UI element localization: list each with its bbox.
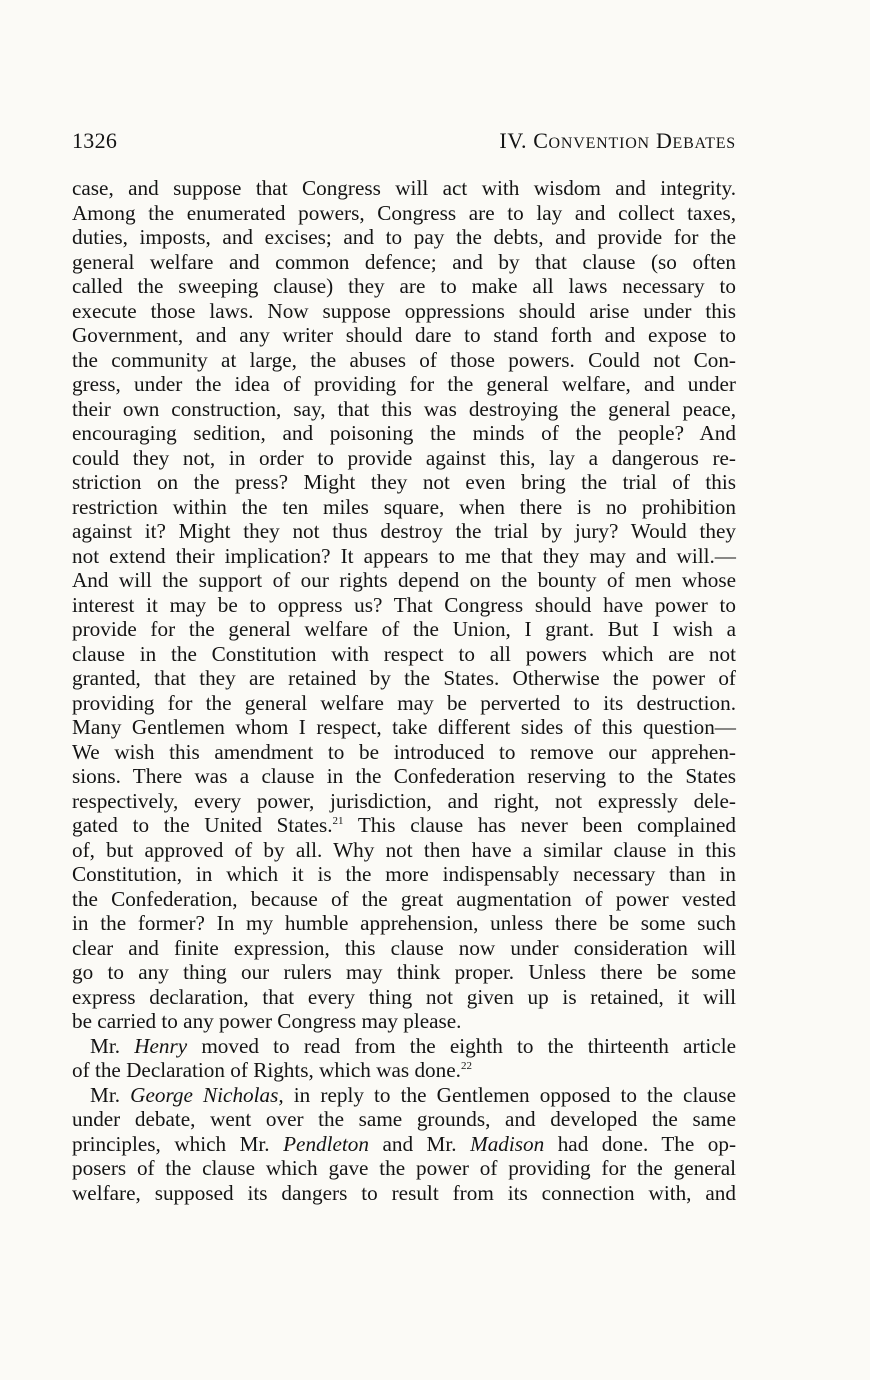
text-line: provide for the general welfare of the Union, I grant. But I wish a bbox=[72, 617, 736, 641]
text-line: principles, which Mr. Pendleton and Mr. Madison had done. The op- bbox=[72, 1131, 737, 1156]
text-line: could they not, in order to provide against this, lay a dangerous re- bbox=[72, 445, 736, 470]
text-line: Mr. Henry moved to read from the eighth to the thirteenth article bbox=[90, 1033, 736, 1058]
text-line: gress, under the idea of providing for the general welfare, and under bbox=[72, 372, 736, 396]
text-line: the community at large, the abuses of those powers. Could not Con- bbox=[72, 347, 736, 372]
page-header bbox=[72, 128, 736, 158]
text-line: respectively, every power, jurisdiction, and right, not expressly dele- bbox=[72, 788, 736, 813]
text-line: Mr. George Nicholas, in reply to the Gentlemen opposed to the clause bbox=[90, 1082, 736, 1107]
text-line: striction on the press? Might they not even bring the trial of this bbox=[72, 470, 736, 494]
text-line: express declaration, that every thing not given up is retained, it will bbox=[72, 984, 736, 1009]
text-line: against it? Might they not thus destroy the trial by jury? Would they bbox=[72, 519, 736, 543]
text-line: We wish this amendment to be introduced to remove our apprehen- bbox=[72, 739, 736, 764]
text-line: Constitution, in which it is the more indispensably necessary than in bbox=[72, 862, 736, 886]
text-line: of the Declaration of Rights, which was done.$^{22}$ bbox=[72, 1058, 472, 1082]
text-line: Government, and any writer should dare to stand forth and expose to bbox=[72, 323, 736, 347]
speaker-name: George Nicholas, bbox=[130, 1082, 284, 1107]
paragraph-1 bbox=[72, 176, 736, 1034]
speaker-name: Henry bbox=[134, 1033, 188, 1058]
text-line: sions. There was a clause in the Confederation reserving to the States bbox=[72, 764, 736, 788]
text-line: execute those laws. Now suppose oppressions should arise under this bbox=[72, 298, 736, 323]
paragraph-2 bbox=[72, 1034, 736, 1083]
paragraph-3 bbox=[72, 1083, 736, 1206]
text-line: under debate, went over the same grounds, and developed the same bbox=[72, 1107, 736, 1131]
text-line: clear and finite expression, this clause now under consideration will bbox=[72, 935, 736, 960]
running-head: IV. CONVENTION DEBATES bbox=[499, 128, 736, 153]
text-line: clause in the Constitution with respect to all powers which are not bbox=[72, 641, 736, 666]
text-line: the Confederation, because of the great augmentation of power vested bbox=[72, 886, 736, 911]
text-line: duties, imposts, and excises; and to pay the debts, and provide for the bbox=[72, 225, 736, 249]
text-line: interest it may be to oppress us? That Congress should have power to bbox=[72, 592, 736, 617]
text-line: posers of the clause which gave the power of providing for the general bbox=[72, 1156, 736, 1180]
footnote-ref-22: 22 bbox=[460, 1060, 472, 1072]
text-line: general welfare and common defence; and by that clause (so often bbox=[72, 249, 736, 274]
page-number: 1326 bbox=[72, 128, 118, 153]
person-name: Madison bbox=[470, 1131, 545, 1156]
text-line: providing for the general welfare may be perverted to its destruction. bbox=[72, 690, 736, 715]
text-line: Among the enumerated powers, Congress are to lay and collect taxes, bbox=[72, 200, 736, 225]
text-line: their own construction, say, that this was destroying the general peace, bbox=[72, 396, 736, 421]
text-line: restriction within the ten miles square, when there is no prohibition bbox=[72, 494, 736, 519]
text-line: be carried to any power Congress may please. bbox=[72, 1009, 462, 1033]
text-line: called the sweeping clause) they are to make all laws necessary to bbox=[72, 274, 736, 298]
text-line: in the former? In my humble apprehension, unless there be some such bbox=[72, 911, 736, 935]
text-line: And will the support of our rights depend on the bounty of men whose bbox=[72, 568, 736, 592]
footnote-ref-21: 21 bbox=[332, 815, 344, 827]
text-line: welfare, supposed its dangers to result from its connection with, and bbox=[72, 1180, 736, 1205]
text-line: of, but approved of by all. Why not then have a similar clause in this bbox=[72, 837, 736, 862]
text-line: granted, that they are retained by the States. Otherwise the power of bbox=[72, 666, 736, 690]
text-line: go to any thing our rulers may think proper. Unless there be some bbox=[72, 960, 736, 984]
body-text bbox=[72, 176, 736, 1205]
person-name: Pendleton bbox=[283, 1131, 369, 1156]
text-line: encouraging sedition, and poisoning the minds of the people? And bbox=[72, 421, 736, 445]
text-line: Many Gentlemen whom I respect, take different sides of this question— bbox=[72, 715, 736, 739]
text-line: not extend their implication? It appears to me that they may and will.— bbox=[72, 543, 736, 568]
text-line: case, and suppose that Congress will act with wisdom and integrity. bbox=[72, 176, 736, 200]
text-line: gated to the United States.$^{21}$ This clause has never been complained bbox=[72, 813, 736, 837]
